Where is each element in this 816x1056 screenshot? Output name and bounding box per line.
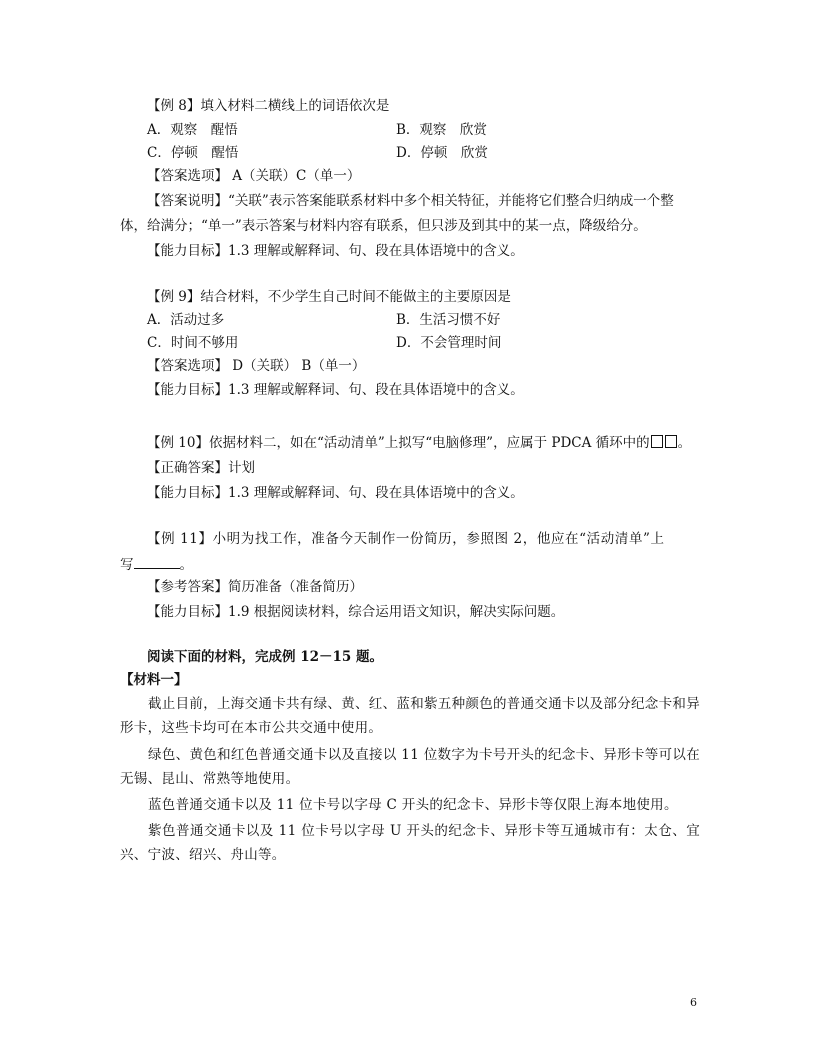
ex8-answer-note-line2: 体，给满分；“单一”表示答案与材料内容有联系，但只涉及到其中的某一点，降级给分。 xyxy=(120,218,647,234)
ex11-question-line1: 【例 11】小明为找工作，准备今天制作一份简历，参照图 2，他应在“活动清单”上 xyxy=(147,531,665,547)
ex9-ability: 【能力目标】1.3 理解或解释词、句、段在具体语境中的含义。 xyxy=(147,382,524,398)
material-paragraph-4: 紫色普通交通卡以及 11 位卡号以字母 U 开头的纪念卡、异形卡等互通城市有：太仓、宜兴、宁波、绍兴、舟山等。 xyxy=(120,823,700,863)
answer-blank xyxy=(134,554,180,569)
material-paragraph-3: 蓝色普通交通卡以及 11 位卡号以字母 C 开头的纪念卡、异形卡等仅限上海本地使用。 xyxy=(148,797,678,813)
ex8-answer-options: 【答案选项】 A（关联）C（单一） xyxy=(147,168,361,184)
ex8-option-c: C．停顿 醒悟 xyxy=(147,145,239,161)
page-number: 6 xyxy=(690,996,697,1009)
ex9-question: 【例 9】结合材料，不少学生自己时间不能做主的主要原因是 xyxy=(147,289,511,305)
ex11-question-start: 写 xyxy=(120,557,134,573)
ex8-option-a: A．观察 醒悟 xyxy=(147,122,238,138)
ex8-option-d: D．停顿 欣赏 xyxy=(396,145,488,161)
answer-box xyxy=(651,435,663,448)
ex9-option-b: B．生活习惯不好 xyxy=(396,312,501,328)
ex10-ability: 【能力目标】1.3 理解或解释词、句、段在具体语境中的含义。 xyxy=(147,485,524,501)
ex10-question xyxy=(147,434,691,452)
ex11-question-line2 xyxy=(120,554,193,574)
answer-box xyxy=(665,435,677,448)
ex10-question-text: 【例 10】依据材料二，如在“活动清单”上拟写“电脑修理”，应属于 PDCA 循环中的 xyxy=(147,435,650,451)
ex9-option-d: D．不会管理时间 xyxy=(396,335,502,351)
ex10-correct-answer: 【正确答案】计划 xyxy=(147,460,255,476)
material-paragraph-1: 截止目前，上海交通卡共有绿、黄、红、蓝和紫五种颜色的普通交通卡以及部分纪念卡和异形卡，这些卡均可在本市公共交通中使用。 xyxy=(120,696,700,736)
ex8-ability: 【能力目标】1.3 理解或解释词、句、段在具体语境中的含义。 xyxy=(147,243,524,259)
ex10-question-end: 。 xyxy=(677,435,692,451)
material-title: 【材料一】 xyxy=(120,672,188,688)
ex8-answer-note-line1: 【答案说明】“关联”表示答案能联系材料中多个相关特征，并能将它们整合归纳成一个整 xyxy=(147,193,674,209)
ex11-ability: 【能力目标】1.9 根据阅读材料，综合运用语文知识，解决实际问题。 xyxy=(147,604,565,620)
ex9-answer-options: 【答案选项】 D（关联） B（单一） xyxy=(147,358,366,374)
material-paragraph-2: 绿色、黄色和红色普通交通卡以及直接以 11 位数字为卡号开头的纪念卡、异形卡等可以在无锡、昆山、常熟等地使用。 xyxy=(120,747,700,787)
ex11-question-end: 。 xyxy=(179,557,193,573)
reading-instruction: 阅读下面的材料，完成例 12－15 题。 xyxy=(147,649,383,665)
ex8-question: 【例 8】填入材料二横线上的词语依次是 xyxy=(147,98,390,114)
ex9-option-c: C．时间不够用 xyxy=(147,335,239,351)
ex11-reference-answer: 【参考答案】简历准备（准备简历） xyxy=(147,579,363,595)
ex8-option-b: B．观察 欣赏 xyxy=(396,122,487,138)
ex9-option-a: A．活动过多 xyxy=(147,312,225,328)
